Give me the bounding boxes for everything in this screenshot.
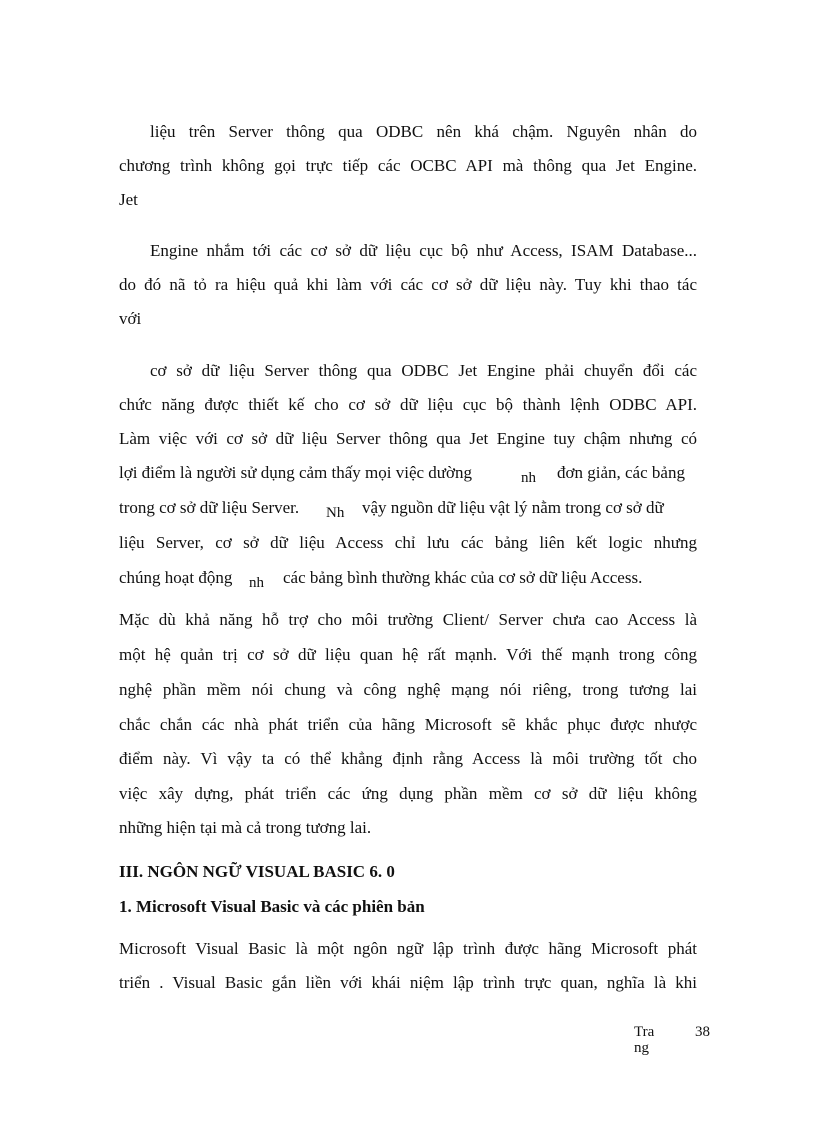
text-fragment: nh — [249, 575, 264, 591]
text-line: chúng hoạt động — [119, 568, 233, 587]
text-line: việc xây dựng, phát triển các ứng dụng phần mềm cơ sở dữ liệu không — [119, 784, 697, 803]
text-fragment: Nh — [326, 505, 345, 521]
text-line: chắc chắn các nhà phát triển của hãng Microsoft sẽ khắc phục được nhược — [119, 715, 697, 734]
text-line: triển . Visual Basic gắn liền với khái niệm lập trình trực quan, nghĩa là khi — [119, 973, 697, 992]
section-heading: III. NGÔN NGỮ VISUAL BASIC 6. 0 — [119, 862, 395, 881]
text-line: Jet — [119, 190, 138, 209]
text-line: Microsoft Visual Basic là một ngôn ngữ lập trình được hãng Microsoft phát — [119, 939, 697, 958]
text-line: Engine nhắm tới các cơ sở dữ liệu cục bộ như Access, ISAM Database... — [150, 241, 697, 260]
page-number: 38 — [695, 1024, 710, 1040]
text-line: các bảng bình thường khác của cơ sở dữ liệu Access. — [283, 568, 643, 587]
text-line: liệu trên Server thông qua ODBC nên khá chậm. Nguyên nhân do — [150, 122, 697, 141]
footer-label: Tra — [634, 1024, 655, 1040]
text-line: trong cơ sở dữ liệu Server. — [119, 498, 300, 517]
text-line: với — [119, 309, 142, 328]
text-line: những hiện tại mà cả trong tương lai. — [119, 818, 372, 837]
text-line: Mặc dù khả năng hỗ trợ cho môi trường Client/ Server chưa cao Access là — [119, 610, 697, 629]
text-line: lợi điểm là người sử dụng cảm thấy mọi việc dường — [119, 463, 472, 482]
subsection-heading: 1. Microsoft Visual Basic và các phiên bản — [119, 897, 425, 916]
text-line: Làm việc với cơ sở dữ liệu Server thông qua Jet Engine tuy chậm nhưng có — [119, 429, 697, 448]
text-line: cơ sở dữ liệu Server thông qua ODBC Jet Engine phải chuyển đổi các — [150, 361, 697, 380]
text-fragment: nh — [521, 470, 536, 486]
text-line: chương trình không gọi trực tiếp các OCBC API mà thông qua Jet Engine. — [119, 156, 697, 175]
footer-label-continued: ng — [634, 1040, 649, 1056]
text-line: nghệ phần mềm nói chung và công nghệ mạng nói riêng, trong tương lai — [119, 680, 697, 699]
text-line: vậy nguồn dữ liệu vật lý nằm trong cơ sở dữ — [362, 498, 664, 517]
text-line: liệu Server, cơ sở dữ liệu Access chỉ lưu các bảng liên kết logic nhưng — [119, 533, 697, 552]
text-line: do đó nã tỏ ra hiệu quả khi làm với các cơ sở dữ liệu này. Tuy khi thao tác — [119, 275, 697, 294]
text-line: điểm này. Vì vậy ta có thể khẳng định rằng Access là môi trường tốt cho — [119, 749, 697, 768]
text-line: một hệ quản trị cơ sở dữ liệu quan hệ rất mạnh. Với thế mạnh trong công — [119, 645, 697, 664]
text-line: đơn giản, các bảng — [557, 463, 685, 482]
text-line: chức năng được thiết kế cho cơ sở dữ liệu cục bộ thành lệnh ODBC API. — [119, 395, 697, 414]
